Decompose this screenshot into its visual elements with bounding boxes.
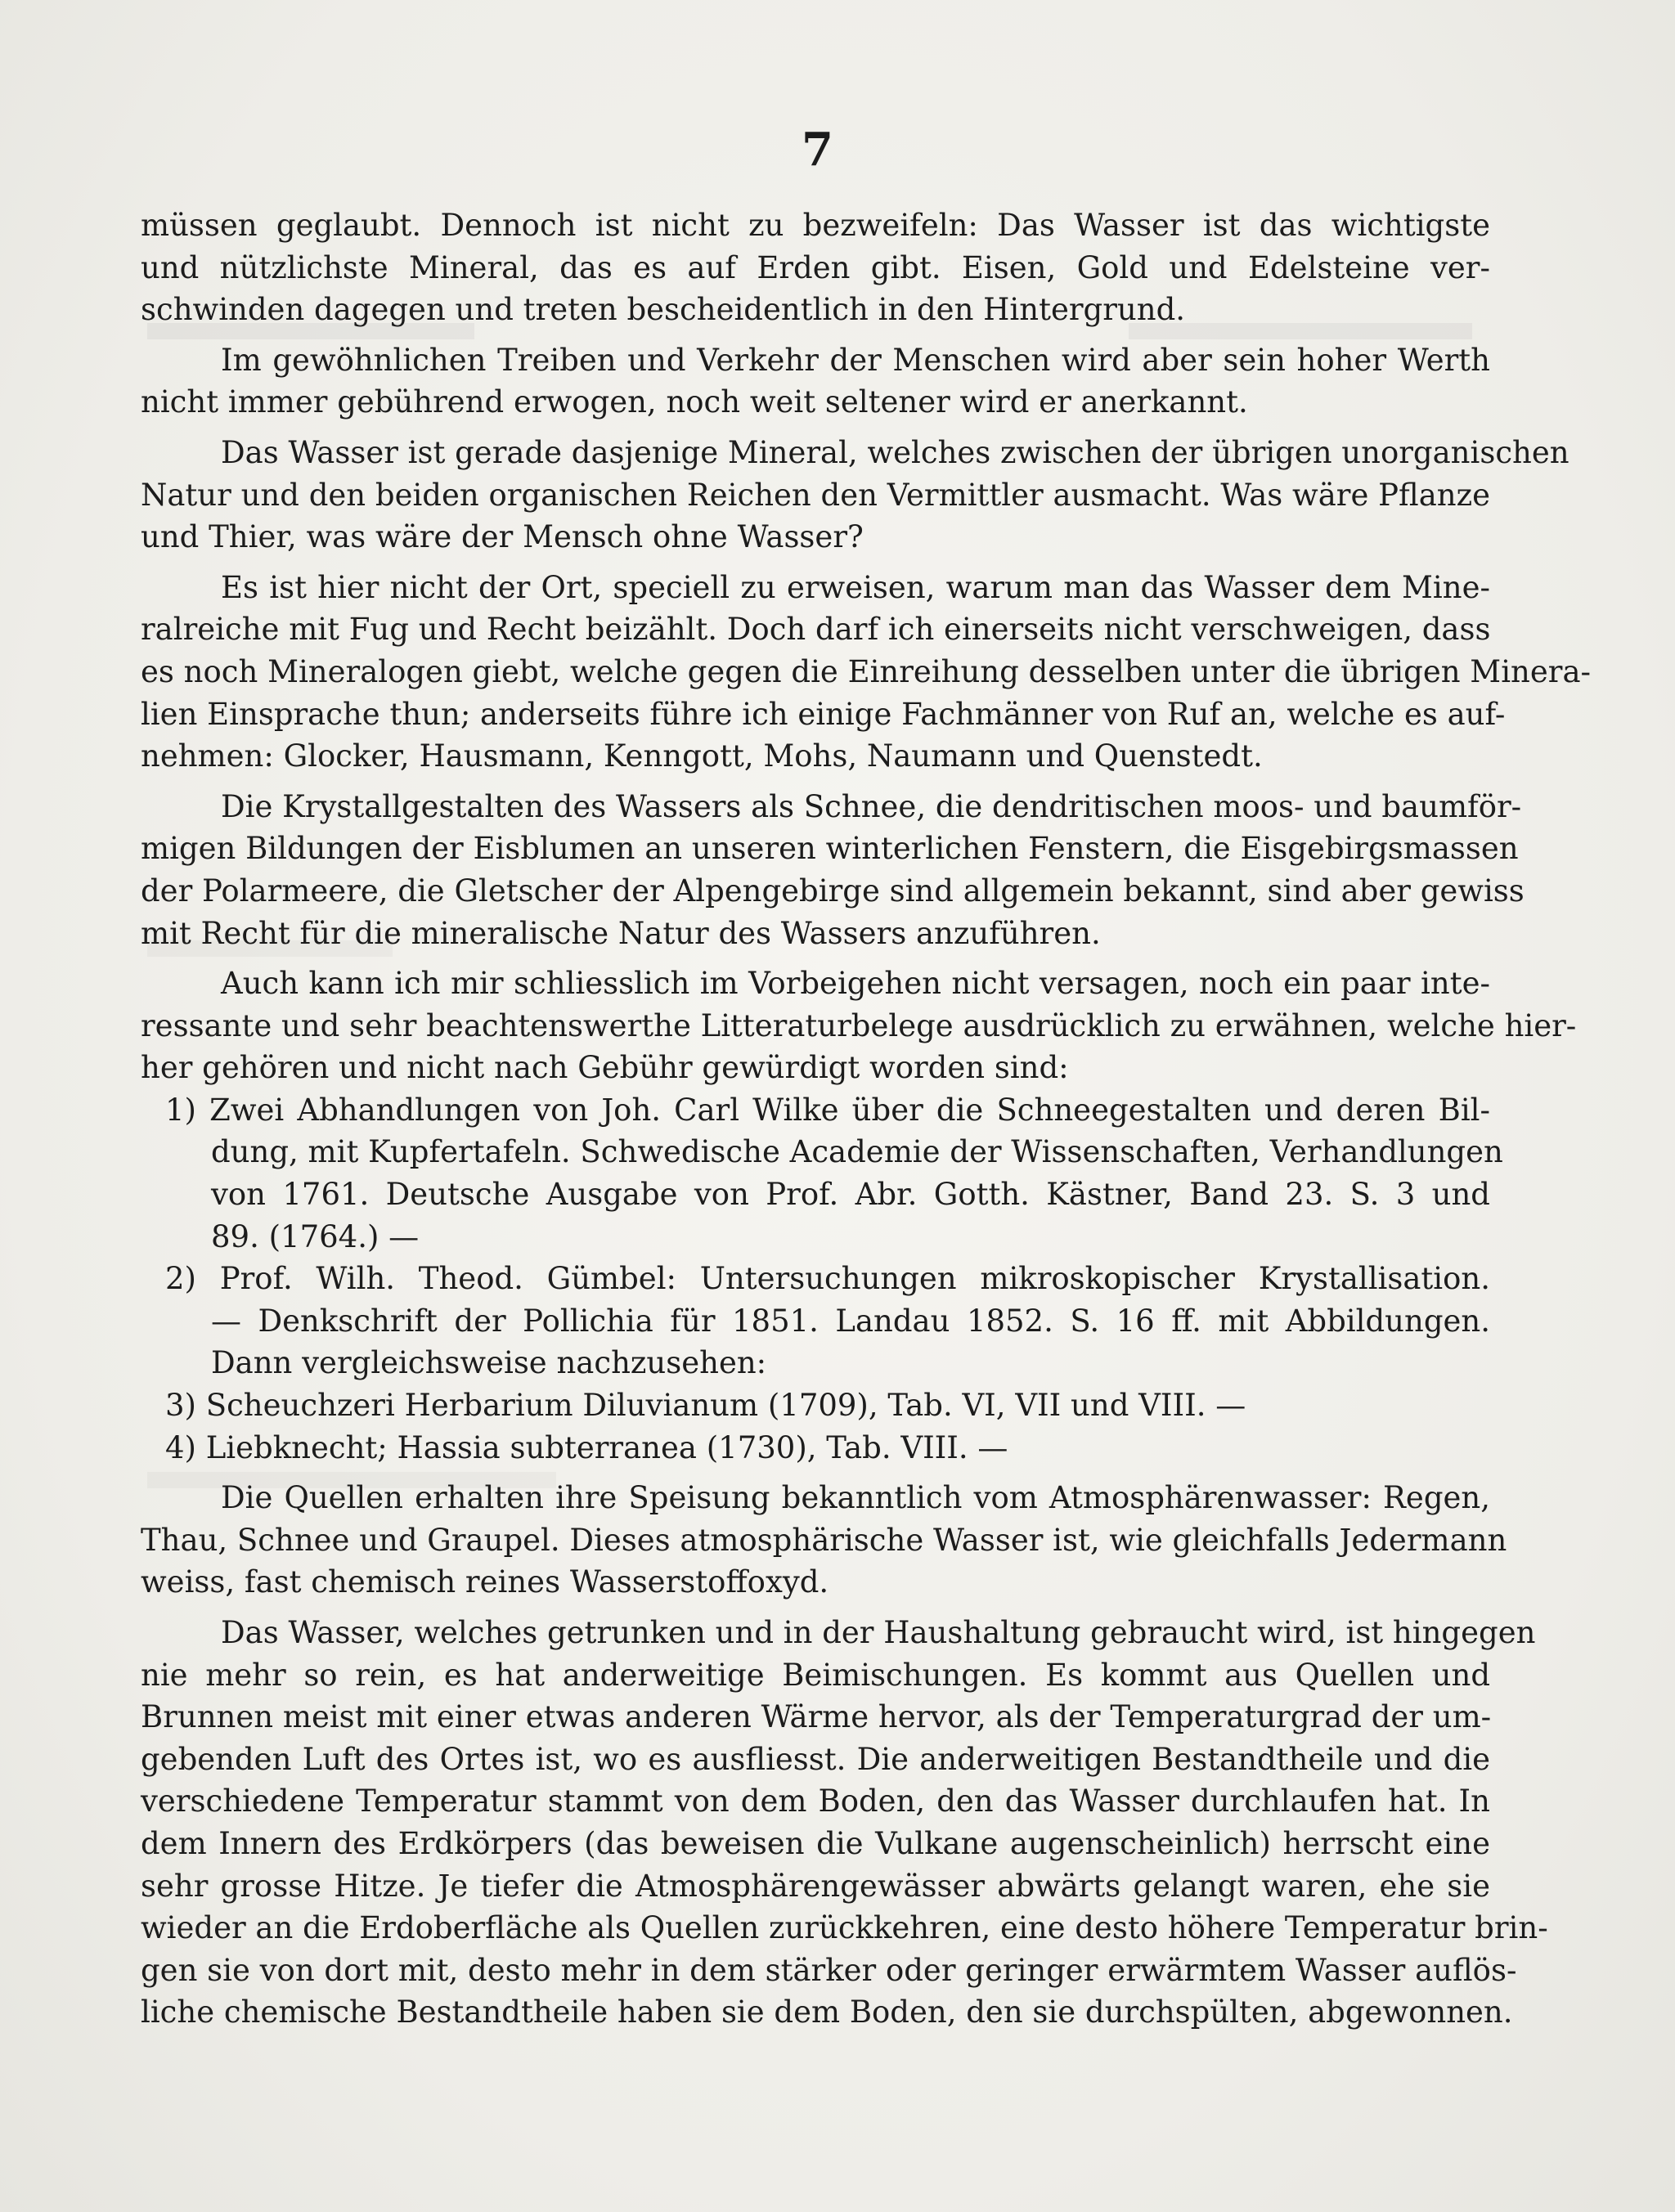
list-item-line: Dann vergleichsweise nachzusehen: xyxy=(211,1345,767,1381)
text-line: weiss, fast chemisch reines Wasserstoffoxyd. xyxy=(141,1564,829,1600)
text-line: her gehören und nicht nach Gebühr gewürdigt worden sind: xyxy=(141,1050,1069,1086)
text-line: dem Innern des Erdkörpers (das beweisen die Vulkane augenscheinlich) herrscht eine xyxy=(141,1825,1490,1861)
list-item-line: 4) Liebknecht; Hassia subterranea (1730), Tab. VIII. — xyxy=(165,1429,1008,1465)
text-line: Brunnen meist mit einer etwas anderen Wärme hervor, als der Temperaturgrad der um- xyxy=(141,1699,1492,1735)
text-line: nehmen: Glocker, Hausmann, Kenngott, Mohs, Naumann und Quenstedt. xyxy=(141,738,1263,774)
text-line: der Polarmeere, die Gletscher der Alpengebirge sind allgemein bekannt, sind aber gewiss xyxy=(141,873,1525,909)
body-text xyxy=(141,204,1592,2034)
text-line: nicht immer gebührend erwogen, noch weit seltener wird er anerkannt. xyxy=(141,384,1248,420)
list-item-line: dung, mit Kupfertafeln. Schwedische Academie der Wissenschaften, Verhandlungen xyxy=(211,1134,1503,1170)
text-line: müssen geglaubt. Dennoch ist nicht zu bezweifeln: Das Wasser ist das wichtigste xyxy=(141,208,1490,243)
text-line: und Thier, was wäre der Mensch ohne Wasser? xyxy=(141,519,864,555)
text-line: Im gewöhnlichen Treiben und Verkehr der Menschen wird aber sein hoher Werth xyxy=(221,342,1490,378)
text-line: Auch kann ich mir schliesslich im Vorbeigehen nicht versagen, noch ein paar inte- xyxy=(221,966,1490,1002)
list-item-line: 1) Zwei Abhandlungen von Joh. Carl Wilke über die Schneegestalten und deren Bil- xyxy=(165,1092,1490,1128)
text-line: Es ist hier nicht der Ort, speciell zu erweisen, warum man das Wasser dem Mine- xyxy=(221,569,1490,605)
text-line: Thau, Schnee und Graupel. Dieses atmosphärische Wasser ist, wie gleichfalls Jedermann xyxy=(141,1522,1507,1558)
page-number: 7 xyxy=(802,123,834,177)
text-line: gebenden Luft des Ortes ist, wo es ausfliesst. Die anderweitigen Bestandtheile und die xyxy=(141,1741,1490,1777)
text-line: mit Recht für die mineralische Natur des Wassers anzuführen. xyxy=(141,915,1101,951)
text-line: liche chemische Bestandtheile haben sie dem Boden, den sie durchspülten, abgewonnen. xyxy=(141,1994,1513,2030)
text-line: es noch Mineralogen giebt, welche gegen die Einreihung desselben unter die übrigen Minera- xyxy=(141,653,1592,689)
list-item-line: 89. (1764.) — xyxy=(211,1218,420,1254)
text-line: schwinden dagegen und treten bescheidentlich in den Hintergrund. xyxy=(141,292,1186,328)
text-line: Das Wasser ist gerade dasjenige Mineral, welches zwischen der übrigen unorganischen xyxy=(221,434,1569,470)
text-line: nie mehr so rein, es hat anderweitige Beimischungen. Es kommt aus Quellen und xyxy=(141,1657,1490,1693)
text-line: Natur und den beiden organischen Reichen den Vermittler ausmacht. Was wäre Pflanze xyxy=(141,477,1490,513)
text-line: Das Wasser, welches getrunken und in der Haushaltung gebraucht wird, ist hingegen xyxy=(221,1615,1536,1650)
text-line: sehr grosse Hitze. Je tiefer die Atmosphärengewässer abwärts gelangt waren, ehe sie xyxy=(141,1868,1490,1904)
text-line: migen Bildungen der Eisblumen an unseren winterlichen Fenstern, die Eisgebirgsmassen xyxy=(141,831,1519,867)
text-line: und nützlichste Mineral, das es auf Erden gibt. Eisen, Gold und Edelsteine ver- xyxy=(141,249,1490,285)
text-line: verschiedene Temperatur stammt von dem Boden, den das Wasser durchlaufen hat. In xyxy=(141,1784,1490,1819)
text-line: Die Krystallgestalten des Wassers als Schnee, die dendritischen moos- und baumför- xyxy=(221,788,1522,824)
text-line: gen sie von dort mit, desto mehr in dem stärker oder geringer erwärmtem Wasser auflös- xyxy=(141,1952,1517,1988)
text-line: Die Quellen erhalten ihre Speisung bekanntlich vom Atmosphärenwasser: Regen, xyxy=(221,1480,1490,1516)
text-line: wieder an die Erdoberfläche als Quellen zurückkehren, eine desto höhere Temperatur brin- xyxy=(141,1910,1548,1946)
list-item-line: — Denkschrift der Pollichia für 1851. Landau 1852. S. 16 ff. mit Abbildungen. xyxy=(211,1303,1490,1339)
text-line: ralreiche mit Fug und Recht beizählt. Doch darf ich einerseits nicht verschweigen, dass xyxy=(141,612,1491,648)
text-line: ressante und sehr beachtenswerthe Litteraturbelege ausdrücklich zu erwähnen, welche hier- xyxy=(141,1007,1577,1043)
list-item-line: 3) Scheuchzeri Herbarium Diluvianum (1709), Tab. VI, VII und VIII. — xyxy=(165,1388,1246,1424)
list-item-line: von 1761. Deutsche Ausgabe von Prof. Abr. Gotth. Kästner, Band 23. S. 3 und xyxy=(211,1177,1490,1213)
list-item-line: 2) Prof. Wilh. Theod. Gümbel: Untersuchungen mikroskopischer Krystallisation. xyxy=(165,1261,1490,1297)
text-line: lien Einsprache thun; anderseits führe ich einige Fachmänner von Ruf an, welche es auf- xyxy=(141,696,1506,732)
